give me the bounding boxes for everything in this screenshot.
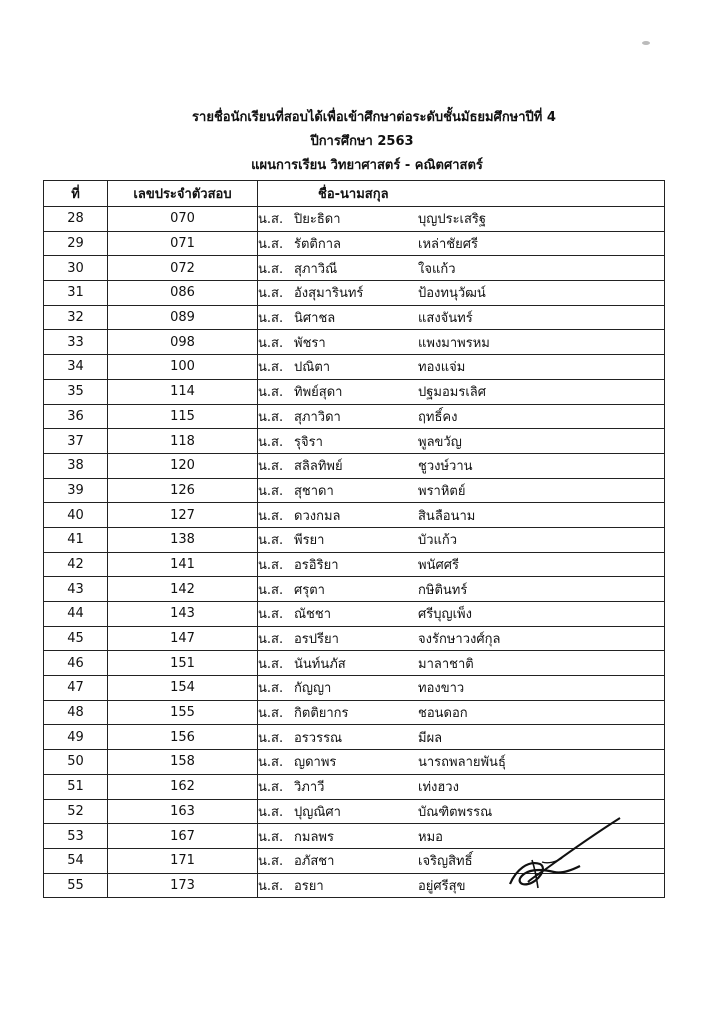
student-name xyxy=(258,379,665,404)
row-number: 41 xyxy=(44,527,108,552)
last-name: บัณฑิตพรรณ xyxy=(418,804,493,820)
student-name xyxy=(258,700,665,725)
name-prefix: น.ส. xyxy=(258,434,284,450)
last-name: สินลือนาม xyxy=(418,508,476,524)
table-row xyxy=(44,404,665,429)
exam-id: 163 xyxy=(108,799,258,824)
row-number: 44 xyxy=(44,602,108,627)
last-name: พนัศศรี xyxy=(418,557,459,573)
exam-id: 118 xyxy=(108,429,258,454)
first-name: อรอิริยา xyxy=(294,557,339,573)
student-name xyxy=(258,676,665,701)
exam-id: 127 xyxy=(108,503,258,528)
header-full-name: ชื่อ-นามสกุล xyxy=(258,181,665,207)
student-name xyxy=(258,503,665,528)
last-name: ชูวงษ์วาน xyxy=(418,459,473,475)
name-prefix: น.ส. xyxy=(258,533,284,549)
first-name: อรวรรณ xyxy=(294,730,343,746)
exam-id: 155 xyxy=(108,700,258,725)
first-name: อังสุมารินทร์ xyxy=(294,286,364,302)
exam-id: 154 xyxy=(108,676,258,701)
name-prefix: น.ส. xyxy=(258,730,284,746)
first-name: สุชาดา xyxy=(294,483,334,499)
table-row xyxy=(44,429,665,454)
exam-id: 070 xyxy=(108,207,258,232)
table-row xyxy=(44,207,665,232)
academic-year: ปีการศึกษา 2563 xyxy=(310,134,414,149)
first-name: กิตติยากร xyxy=(294,706,349,722)
name-prefix: น.ส. xyxy=(258,582,284,598)
last-name: มีผล xyxy=(418,730,443,746)
name-prefix: น.ส. xyxy=(258,360,284,376)
last-name: ปฐมอมรเลิศ xyxy=(418,385,487,401)
name-prefix: น.ส. xyxy=(258,237,284,253)
last-name: เท่งฮวง xyxy=(418,780,459,796)
student-name xyxy=(258,750,665,775)
last-name: แพงมาพรหม xyxy=(418,335,490,351)
last-name: กษิตินทร์ xyxy=(418,582,468,598)
name-prefix: น.ส. xyxy=(258,632,284,648)
exam-id: 071 xyxy=(108,231,258,256)
name-prefix: น.ส. xyxy=(258,286,284,302)
exam-id: 173 xyxy=(108,873,258,898)
exam-id: 141 xyxy=(108,552,258,577)
exam-id: 162 xyxy=(108,774,258,799)
signature-icon xyxy=(502,812,622,892)
student-name xyxy=(258,429,665,454)
row-number: 36 xyxy=(44,404,108,429)
student-name xyxy=(258,725,665,750)
name-prefix: น.ส. xyxy=(258,459,284,475)
table-row xyxy=(44,355,665,380)
last-name: จงรักษาวงศ์กุล xyxy=(418,632,501,648)
student-name xyxy=(258,527,665,552)
table-row xyxy=(44,527,665,552)
student-name xyxy=(258,207,665,232)
row-number: 54 xyxy=(44,848,108,873)
table-row xyxy=(44,453,665,478)
last-name: ชอนดอก xyxy=(418,706,468,722)
first-name: กมลพร xyxy=(294,829,334,845)
student-name xyxy=(258,602,665,627)
last-name: บัวแก้ว xyxy=(418,533,458,549)
table-row xyxy=(44,552,665,577)
last-name: ทองแจ่ม xyxy=(418,360,466,376)
student-name xyxy=(258,355,665,380)
name-prefix: น.ส. xyxy=(258,311,284,327)
row-number: 37 xyxy=(44,429,108,454)
exam-id: 100 xyxy=(108,355,258,380)
row-number: 42 xyxy=(44,552,108,577)
table-row xyxy=(44,750,665,775)
row-number: 52 xyxy=(44,799,108,824)
exam-id: 147 xyxy=(108,626,258,651)
name-prefix: น.ส. xyxy=(258,212,284,228)
row-number: 30 xyxy=(44,256,108,281)
document-title: รายชื่อนักเรียนที่สอบได้เพื่อเข้าศึกษาต่อระดับชั้นมัธยมศึกษาปีที่ 4 xyxy=(192,110,556,125)
row-number: 45 xyxy=(44,626,108,651)
scan-mark-icon xyxy=(641,40,651,46)
table-row xyxy=(44,725,665,750)
row-number: 46 xyxy=(44,651,108,676)
last-name: อยู่ศรีสุข xyxy=(418,878,466,894)
student-list-table xyxy=(43,180,665,898)
table-row xyxy=(44,379,665,404)
first-name: รุจิรา xyxy=(294,434,323,450)
header-number: ที่ xyxy=(44,181,108,207)
last-name: ป้องทนุวัฒน์ xyxy=(418,286,486,302)
first-name: สลิลทิพย์ xyxy=(294,459,343,475)
last-name: ศรีบุญเพ็ง xyxy=(418,607,472,623)
table-row xyxy=(44,626,665,651)
exam-id: 072 xyxy=(108,256,258,281)
last-name: บุญประเสริฐ xyxy=(418,212,487,228)
row-number: 40 xyxy=(44,503,108,528)
first-name: ญดาพร xyxy=(294,755,337,771)
row-number: 43 xyxy=(44,577,108,602)
last-name: แสงจันทร์ xyxy=(418,311,473,327)
student-name xyxy=(258,231,665,256)
first-name: รัตติกาล xyxy=(294,237,342,253)
table-row xyxy=(44,651,665,676)
row-number: 47 xyxy=(44,676,108,701)
first-name: กัญญา xyxy=(294,681,332,697)
exam-id: 143 xyxy=(108,602,258,627)
student-name xyxy=(258,256,665,281)
last-name: ใจแก้ว xyxy=(418,261,456,277)
table-row xyxy=(44,330,665,355)
exam-id: 126 xyxy=(108,478,258,503)
table-row xyxy=(44,602,665,627)
row-number: 35 xyxy=(44,379,108,404)
first-name: อรปรียา xyxy=(294,632,339,648)
row-number: 49 xyxy=(44,725,108,750)
name-prefix: น.ส. xyxy=(258,854,284,870)
student-name xyxy=(258,774,665,799)
name-prefix: น.ส. xyxy=(258,607,284,623)
name-prefix: น.ส. xyxy=(258,409,284,425)
name-prefix: น.ส. xyxy=(258,656,284,672)
first-name: ปณิตา xyxy=(294,360,331,376)
exam-id: 158 xyxy=(108,750,258,775)
name-prefix: น.ส. xyxy=(258,780,284,796)
row-number: 38 xyxy=(44,453,108,478)
name-prefix: น.ส. xyxy=(258,829,284,845)
first-name: อภัสชา xyxy=(294,854,335,870)
last-name: เจริญสิทธิ์ xyxy=(418,854,473,870)
table-row xyxy=(44,577,665,602)
last-name: นารถพลายพันธุ์ xyxy=(418,755,506,771)
header-exam-id: เลขประจำตัวสอบ xyxy=(108,181,258,207)
student-name xyxy=(258,305,665,330)
first-name: สุภาวิณี xyxy=(294,261,338,277)
exam-id: 098 xyxy=(108,330,258,355)
exam-id: 142 xyxy=(108,577,258,602)
last-name: หมอ xyxy=(418,829,443,845)
row-number: 32 xyxy=(44,305,108,330)
name-prefix: น.ส. xyxy=(258,261,284,277)
row-number: 55 xyxy=(44,873,108,898)
name-prefix: น.ส. xyxy=(258,681,284,697)
last-name: ทองขาว xyxy=(418,681,465,697)
exam-id: 115 xyxy=(108,404,258,429)
student-name xyxy=(258,453,665,478)
row-number: 48 xyxy=(44,700,108,725)
name-prefix: น.ส. xyxy=(258,557,284,573)
last-name: พูลขวัญ xyxy=(418,434,462,450)
row-number: 39 xyxy=(44,478,108,503)
table-row xyxy=(44,676,665,701)
first-name: ปุญณิศา xyxy=(294,804,341,820)
row-number: 50 xyxy=(44,750,108,775)
exam-id: 156 xyxy=(108,725,258,750)
exam-id: 086 xyxy=(108,281,258,306)
name-prefix: น.ส. xyxy=(258,335,284,351)
student-name xyxy=(258,281,665,306)
first-name: อรยา xyxy=(294,878,324,894)
row-number: 34 xyxy=(44,355,108,380)
first-name: นันท์นภัส xyxy=(294,656,346,672)
student-name xyxy=(258,577,665,602)
name-prefix: น.ส. xyxy=(258,483,284,499)
last-name: เหล่าชัยศรี xyxy=(418,237,478,253)
table-body xyxy=(44,207,665,898)
first-name: วิภาวี xyxy=(294,780,325,796)
table-row xyxy=(44,478,665,503)
table-row xyxy=(44,305,665,330)
name-prefix: น.ส. xyxy=(258,508,284,524)
row-number: 28 xyxy=(44,207,108,232)
table-row xyxy=(44,231,665,256)
first-name: ณัชชา xyxy=(294,607,332,623)
row-number: 29 xyxy=(44,231,108,256)
exam-id: 089 xyxy=(108,305,258,330)
row-number: 51 xyxy=(44,774,108,799)
exam-id: 171 xyxy=(108,848,258,873)
first-name: ดวงกมล xyxy=(294,508,341,524)
last-name: ฤทธิ์คง xyxy=(418,409,458,425)
first-name: พีรยา xyxy=(294,533,325,549)
student-name xyxy=(258,478,665,503)
exam-id: 120 xyxy=(108,453,258,478)
table-row xyxy=(44,774,665,799)
exam-id: 138 xyxy=(108,527,258,552)
document-header xyxy=(0,106,724,178)
name-prefix: น.ส. xyxy=(258,878,284,894)
first-name: ทิพย์สุดา xyxy=(294,385,343,401)
row-number: 53 xyxy=(44,824,108,849)
name-prefix: น.ส. xyxy=(258,706,284,722)
exam-id: 167 xyxy=(108,824,258,849)
study-program: แผนการเรียน วิทยาศาสตร์ - คณิตศาสตร์ xyxy=(251,158,483,173)
first-name: พัชรา xyxy=(294,335,326,351)
exam-id: 151 xyxy=(108,651,258,676)
student-name xyxy=(258,552,665,577)
table-row xyxy=(44,281,665,306)
name-prefix: น.ส. xyxy=(258,385,284,401)
last-name: พราหิตย์ xyxy=(418,483,466,499)
last-name: มาลาชาติ xyxy=(418,656,474,672)
student-name xyxy=(258,651,665,676)
student-name xyxy=(258,330,665,355)
row-number: 31 xyxy=(44,281,108,306)
exam-id: 114 xyxy=(108,379,258,404)
table-row xyxy=(44,700,665,725)
first-name: สุภาวิดา xyxy=(294,409,341,425)
student-name xyxy=(258,626,665,651)
first-name: ศรุตา xyxy=(294,582,325,598)
first-name: ปิยะธิดา xyxy=(294,212,341,228)
table-row xyxy=(44,256,665,281)
name-prefix: น.ส. xyxy=(258,755,284,771)
row-number: 33 xyxy=(44,330,108,355)
name-prefix: น.ส. xyxy=(258,804,284,820)
first-name: นิศาชล xyxy=(294,311,336,327)
student-name xyxy=(258,404,665,429)
table-header-row xyxy=(44,181,665,207)
table-row xyxy=(44,503,665,528)
